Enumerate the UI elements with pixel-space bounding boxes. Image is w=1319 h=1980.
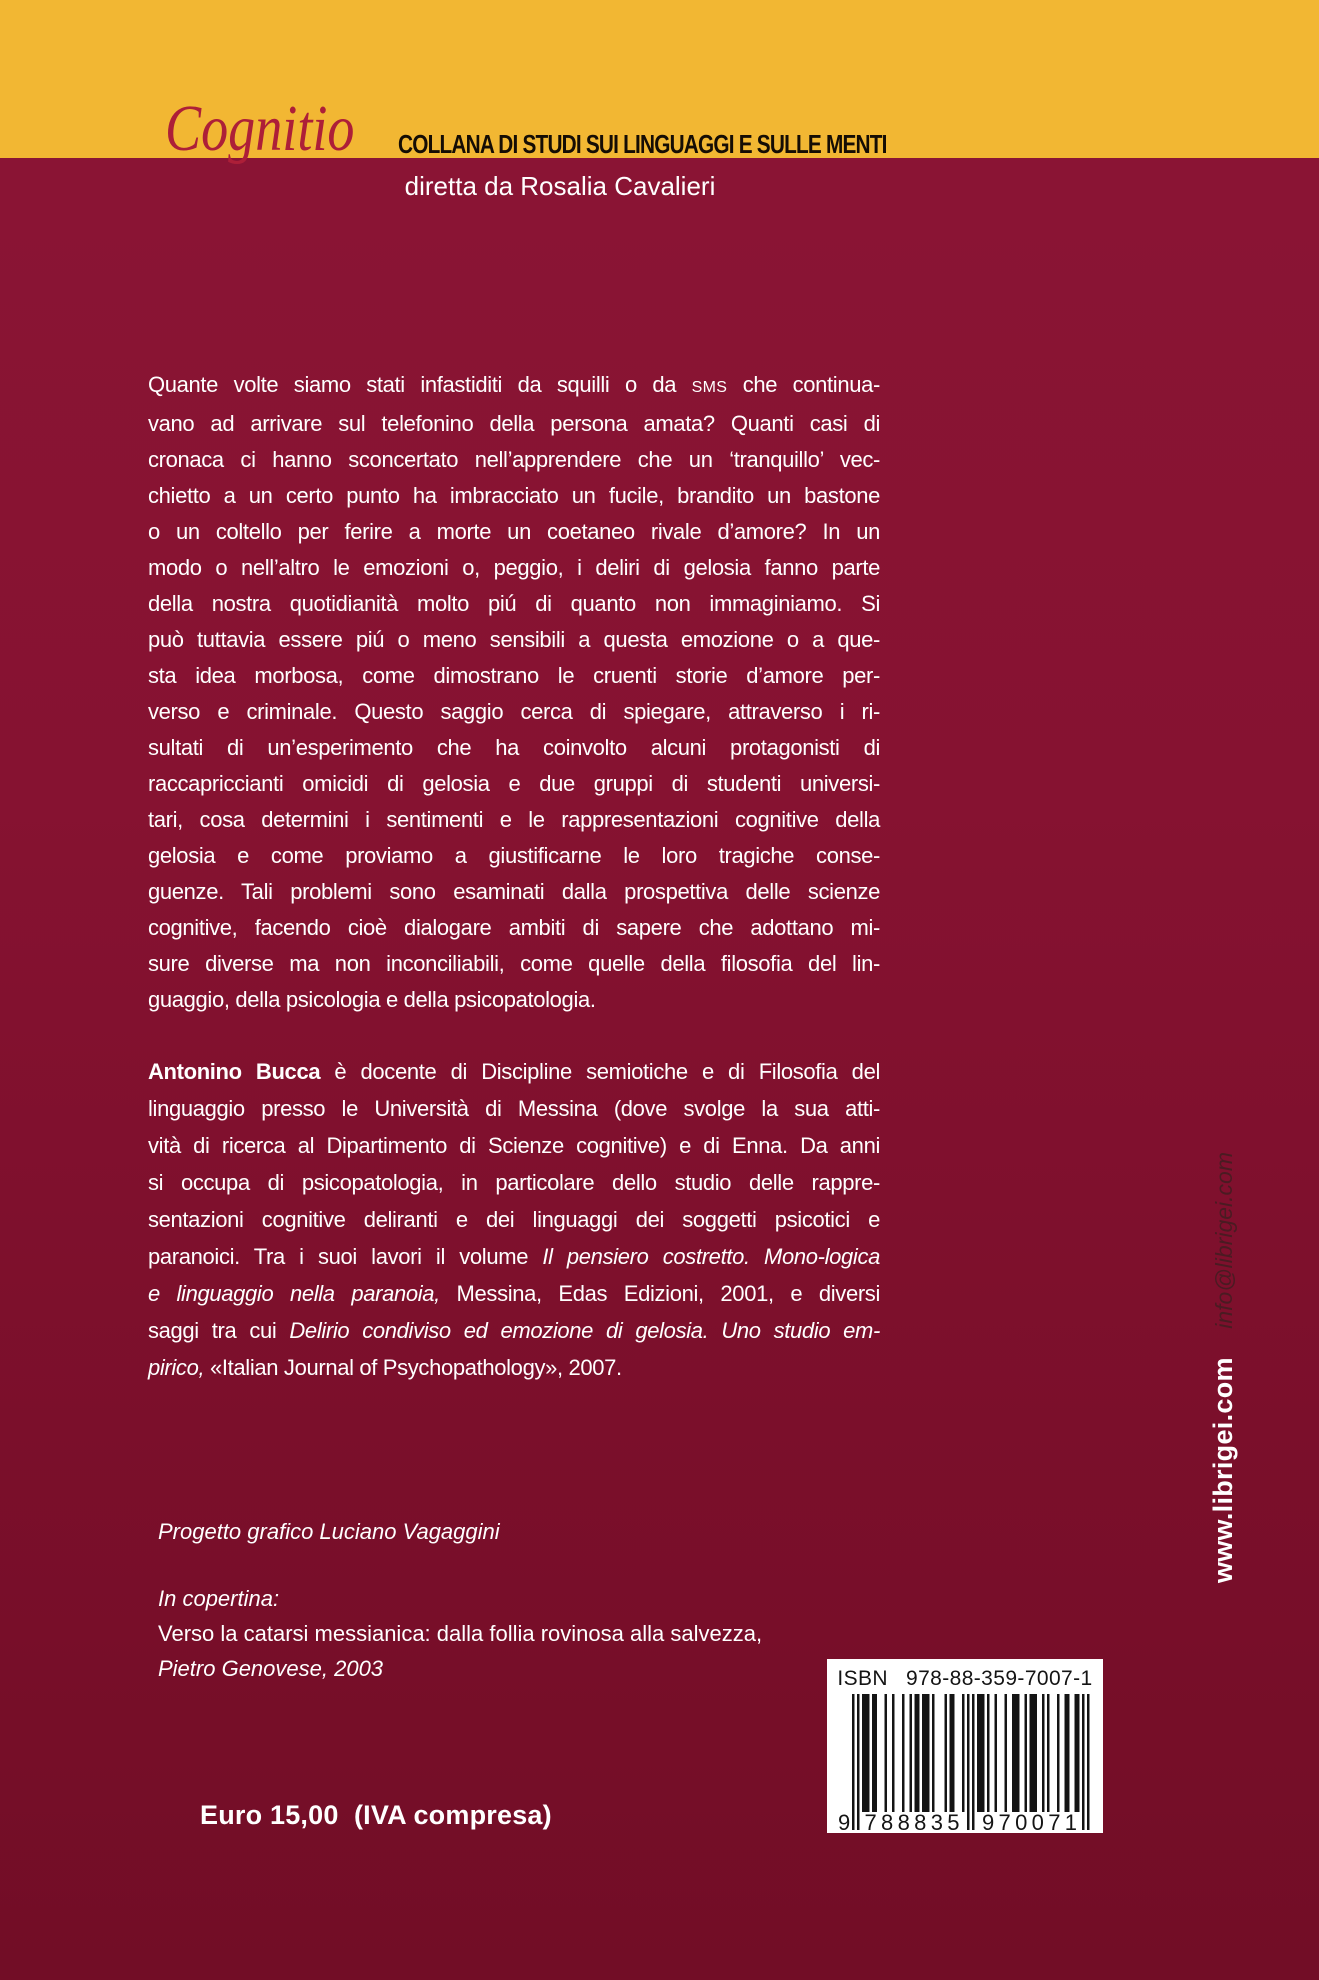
credit-line: Verso la catarsi messianica: dalla follia rovinosa alla salvezza,: [158, 1621, 763, 1646]
credit-line: In copertina:: [158, 1586, 280, 1611]
series-title: COLLANA DI STUDI SUI LINGUAGGI E SULLE MENTI: [398, 129, 887, 159]
svg-text:9: 9: [838, 1810, 851, 1834]
series-logo: Cognitio: [165, 92, 355, 165]
publisher-email: info@librigei.com: [1211, 1152, 1237, 1329]
text-line: sultati di un’esperimento che ha coinvolto alcuni protagonisti di: [148, 735, 880, 760]
synopsis-paragraph: [148, 367, 880, 1018]
text-line: guaggio, della psicologia e della psicopatologia.: [148, 987, 596, 1012]
series-director: diretta da Rosalia Cavalieri: [404, 171, 716, 201]
isbn-value: 978-88-359-7007-1: [906, 1667, 1093, 1690]
text-line: vano ad arrivare sul telefonino della persona amata? Quanti casi di: [148, 411, 880, 436]
isbn-line: [827, 1667, 1103, 1691]
text-line: modo o nell’altro le emozioni o, peggio, i deliri di gelosia fanno parte: [148, 555, 880, 580]
text-line: della nostra quotidianità molto piú di quanto non immaginiamo. Si: [148, 591, 880, 616]
publisher-website: www.librigei.com: [1208, 1357, 1238, 1584]
text-line: sta idea morbosa, come dimostrano le cruenti storie d’amore per-: [148, 663, 880, 688]
text-line: paranoici. Tra i suoi lavori il volume Il pensiero costretto. Mono-logica: [148, 1244, 880, 1269]
text-line: pirico, «Italian Journal of Psychopathology», 2007.: [148, 1355, 622, 1380]
isbn-barcode-box: [827, 1659, 1103, 1833]
svg-text:788835: 788835: [864, 1810, 960, 1834]
text-line: Antonino Bucca è docente di Discipline semiotiche e di Filosofia del: [148, 1059, 880, 1084]
svg-text:970071: 970071: [982, 1810, 1077, 1834]
text-line: si occupa di psicopatologia, in particolare dello studio delle rappre-: [148, 1170, 880, 1195]
text-line: vità di ricerca al Dipartimento di Scienze cognitive) e di Enna. Da anni: [148, 1133, 880, 1158]
credit-gap: [158, 1549, 762, 1581]
text-line: Quante volte siamo stati infastiditi da squilli o da SMS che continua-: [148, 372, 880, 397]
ean-barcode: [838, 1694, 1092, 1834]
text-line: guenze. Tali problemi sono esaminati dalla prospettiva delle scienze: [148, 879, 880, 904]
text-line: o un coltello per ferire a morte un coetaneo rivale d’amore? In un: [148, 519, 880, 544]
text-line: verso e criminale. Questo saggio cerca di spiegare, attraverso i ri-: [148, 699, 880, 724]
publisher-contact-vertical: [1206, 1152, 1245, 1583]
text-line: linguaggio presso le Università di Messina (dove svolge la sua atti-: [148, 1096, 880, 1121]
credit-line: Progetto grafico Luciano Vagaggini: [158, 1519, 500, 1544]
text-line: cognitive, facendo cioè dialogare ambiti di sapere che adottano mi-: [148, 915, 880, 940]
credit-line: Pietro Genovese, 2003: [158, 1656, 384, 1681]
price-label: Euro 15,00 (IVA compresa): [200, 1800, 552, 1830]
text-line: può tuttavia essere piú o meno sensibili a questa emozione o a que-: [148, 627, 880, 652]
text-line: cronaca ci hanno sconcertato nell’apprendere che un ‘tranquillo’ vec-: [148, 447, 880, 472]
text-line: chietto a un certo punto ha imbracciato un fucile, brandito un bastone: [148, 483, 880, 508]
text-line: gelosia e come proviamo a giustificarne le loro tragiche conse-: [148, 843, 880, 868]
isbn-label: ISBN: [837, 1667, 888, 1690]
text-line: saggi tra cui Delirio condiviso ed emozione di gelosia. Uno studio em-: [148, 1318, 880, 1343]
text-line: raccapriccianti omicidi di gelosia e due gruppi di studenti universi-: [148, 771, 880, 796]
text-line: sentazioni cognitive deliranti e dei linguaggi dei soggetti psicotici e: [148, 1207, 880, 1232]
text-line: e linguaggio nella paranoia, Messina, Edas Edizioni, 2001, e diversi: [148, 1281, 880, 1306]
credits-block: [158, 1514, 762, 1686]
text-line: tari, cosa determini i sentimenti e le rappresentazioni cognitive della: [148, 807, 880, 832]
author-bio-paragraph: [148, 1053, 880, 1386]
text-line: sure diverse ma non inconciliabili, come quelle della filosofia del lin-: [148, 951, 880, 976]
